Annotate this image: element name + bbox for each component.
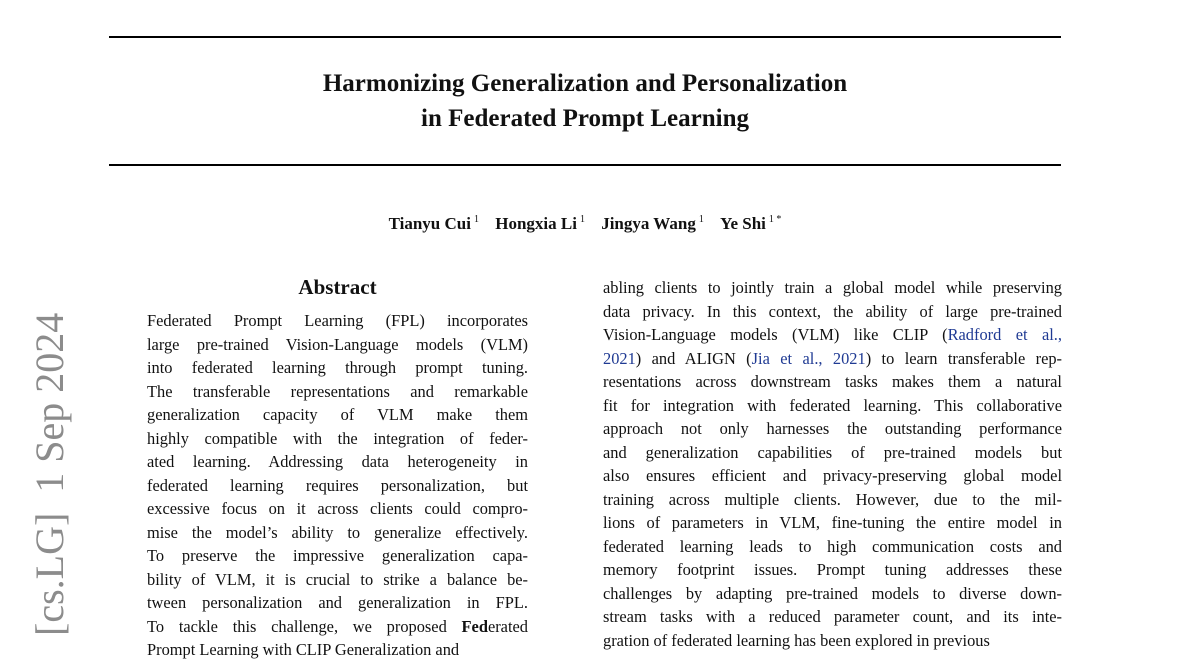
paper-title-line-1: Harmonizing Generalization and Personalization — [322, 70, 848, 97]
title-bottom-rule — [109, 164, 1061, 166]
author-affiliation: 1 — [579, 214, 585, 225]
author-name: Tianyu Cui — [388, 214, 471, 233]
citation-link[interactable]: 2021 — [603, 348, 636, 368]
paper-title — [109, 66, 1061, 136]
author — [389, 214, 479, 233]
abstract-line: highly compatible with the integration of feder- — [147, 428, 528, 448]
intro-line: training across multiple clients. However, due to the mil- — [603, 489, 1062, 509]
intro-line: fit for integration with federated learning. This collaborative — [603, 395, 1062, 415]
author — [601, 214, 704, 233]
abstract-line: tween personalization and generalization in FPL. — [147, 593, 528, 612]
author-name: Jingya Wang — [601, 214, 696, 233]
abstract-text: erated — [487, 616, 528, 636]
abstract-line: generalization capacity of VLM make them — [147, 405, 528, 424]
author — [495, 214, 585, 233]
arxiv-side-stamp: [cs.LG] 1 Sep 2024 — [27, 312, 72, 636]
author-name: Hongxia Li — [495, 214, 577, 233]
intro-line: challenges by adapting pre-trained models to diverse down- — [603, 583, 1062, 603]
author-affiliation: 1 — [473, 214, 479, 225]
intro-line: lions of parameters in VLM, fine-tuning the entire model in — [603, 513, 1062, 532]
paper-title-line-2: in Federated Prompt Learning — [421, 105, 749, 132]
intro-line: data privacy. In this context, the ability of large pre-trained — [603, 301, 1062, 321]
abstract-line: federated learning requires personalization, but — [147, 475, 528, 495]
intro-text: ) to learn transferable rep- — [865, 348, 1063, 368]
abstract-line — [147, 615, 528, 639]
intro-line: also ensures efficient and privacy-preserving global model — [603, 466, 1062, 485]
abstract-heading: Abstract — [298, 275, 377, 299]
intro-text: ) and ALIGN ( — [635, 348, 752, 368]
author-name: Ye Shi — [720, 214, 766, 233]
author-affiliation: 1 — [698, 214, 704, 225]
title-top-rule — [109, 36, 1061, 38]
intro-line: resentations across downstream tasks makes them a natural — [603, 372, 1062, 391]
intro-line — [603, 347, 1062, 371]
intro-line: approach not only harnesses the outstanding performance — [603, 419, 1062, 438]
abstract-line: excessive focus on it across clients could compro- — [147, 499, 528, 518]
intro-text: Vision-Language models (VLM) like CLIP ( — [603, 325, 948, 344]
abstract-line: into federated learning through prompt tuning. — [147, 358, 528, 377]
introduction-body — [603, 276, 1062, 652]
abstract-line: To preserve the impressive generalization capa- — [147, 546, 528, 565]
abstract-line: Federated Prompt Learning (FPL) incorporates — [147, 311, 528, 330]
abstract-line: large pre-trained Vision-Language models (VLM) — [147, 334, 528, 354]
intro-line — [603, 323, 1062, 347]
citation-link[interactable]: Radford et al., — [947, 325, 1062, 344]
abstract-line: The transferable representations and remarkable — [147, 381, 528, 401]
intro-line: memory footprint issues. Prompt tuning addresses these — [603, 560, 1062, 579]
intro-line: gration of federated learning has been explored in previous — [603, 630, 990, 650]
abstract-line: mise the model’s ability to generalize effectively. — [147, 522, 528, 542]
abstract-bold-text: Fed — [461, 616, 488, 636]
intro-line: federated learning leads to high communication costs and — [603, 536, 1062, 556]
intro-line: and generalization capabilities of pre-trained models but — [603, 442, 1062, 462]
abstract-line: bility of VLM, it is crucial to strike a balance be- — [147, 569, 528, 589]
abstract-line: ated learning. Addressing data heterogeneity in — [147, 452, 528, 471]
citation-link[interactable]: Jia et al., 2021 — [751, 348, 866, 368]
author-list — [109, 208, 1061, 236]
intro-line: abling clients to jointly train a global model while preserving — [603, 278, 1062, 297]
abstract-body — [147, 309, 528, 662]
author-affiliation: 1 * — [768, 214, 782, 225]
author — [720, 214, 781, 233]
intro-line: stream tasks with a reduced parameter count, and its inte- — [603, 607, 1062, 626]
abstract-text: To tackle this challenge, we proposed — [147, 616, 462, 636]
abstract-line: Prompt Learning with CLIP Generalization and — [147, 640, 460, 659]
